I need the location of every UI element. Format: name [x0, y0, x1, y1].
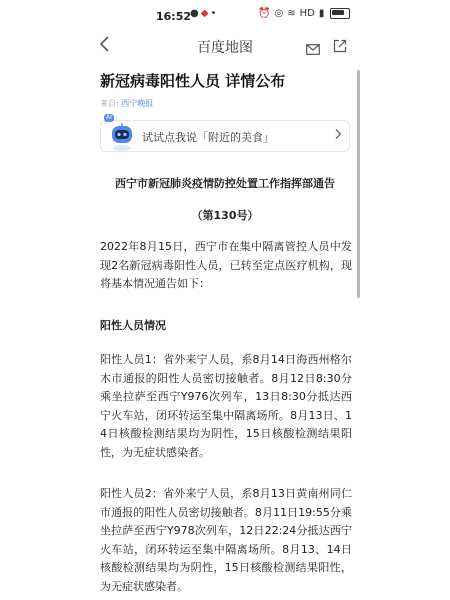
- source-name-link[interactable]: 西宁晚报: [121, 99, 154, 108]
- case-1-paragraph: 阳性人员1：省外来宁人员，系8月14日海西州格尔木市通报的阳性人员密切接触者。8月12日8:30分乘坐拉萨至西宁Y976次列车，13日8:30分抵达西宁火车站，闭环转运至集中隔离场所。8月13日、14日核酸检测结果均为阴性，15日核酸检测结果阳性，为无症状感染者。: [100, 353, 352, 459]
- ai-badge: AI: [106, 114, 112, 121]
- intro-paragraph: 2022年8月15日，西宁市在集中隔离管控人员中发现2名新冠病毒阳性人员，已转至定点医疗机构，现将基本情况通告如下：: [100, 240, 352, 290]
- robot-assistant-icon: [108, 122, 136, 152]
- alarm-icon: ⏰: [258, 8, 271, 19]
- wifi-icon: ≋: [287, 8, 296, 19]
- mail-icon[interactable]: [306, 40, 320, 51]
- status-time: 16:52: [156, 10, 192, 23]
- signal-icon: ▮: [318, 8, 325, 19]
- share-icon[interactable]: [333, 38, 347, 52]
- article-title: 新冠病毒阳性人员 详情公布: [100, 72, 286, 90]
- case-2-paragraph: 阳性人员2：省外来宁人员，系8月13日黄南州同仁市通报的阳性人员密切接触者。8月11日19:55分乘坐拉萨至西宁Y978次列车，12日22:24分抵达西宁火车站，闭环转运至集中隔离场所。8月13、14日核酸检测结果均为阴性，15日核酸检测结果阳性，为无症状感染者。: [100, 487, 352, 593]
- chevron-right-icon: [334, 128, 342, 143]
- notice-title: 西宁市新冠肺炎疫情防控处置工作指挥部通告: [115, 177, 335, 190]
- system-icons: [258, 8, 350, 19]
- page-title: 百度地图: [197, 40, 253, 56]
- notification-icons: [190, 8, 218, 19]
- status-bar: [0, 0, 450, 32]
- network-label: HD: [299, 8, 315, 19]
- section-heading: 阳性人员情况: [100, 319, 166, 332]
- dnd-icon: ◎: [274, 8, 284, 19]
- location-pin-icon: ◆: [200, 8, 211, 19]
- source-prefix: 来自:: [100, 99, 122, 108]
- battery-icon: [330, 8, 350, 19]
- chat-icon: ●: [190, 8, 201, 19]
- top-nav-bar: [0, 32, 450, 62]
- ai-suggestion-text: 试试点我说「附近的美食」: [142, 131, 274, 144]
- notice-number: （第130号）: [191, 209, 259, 222]
- notification-dot-icon: •: [210, 8, 219, 19]
- article-source: [100, 98, 153, 109]
